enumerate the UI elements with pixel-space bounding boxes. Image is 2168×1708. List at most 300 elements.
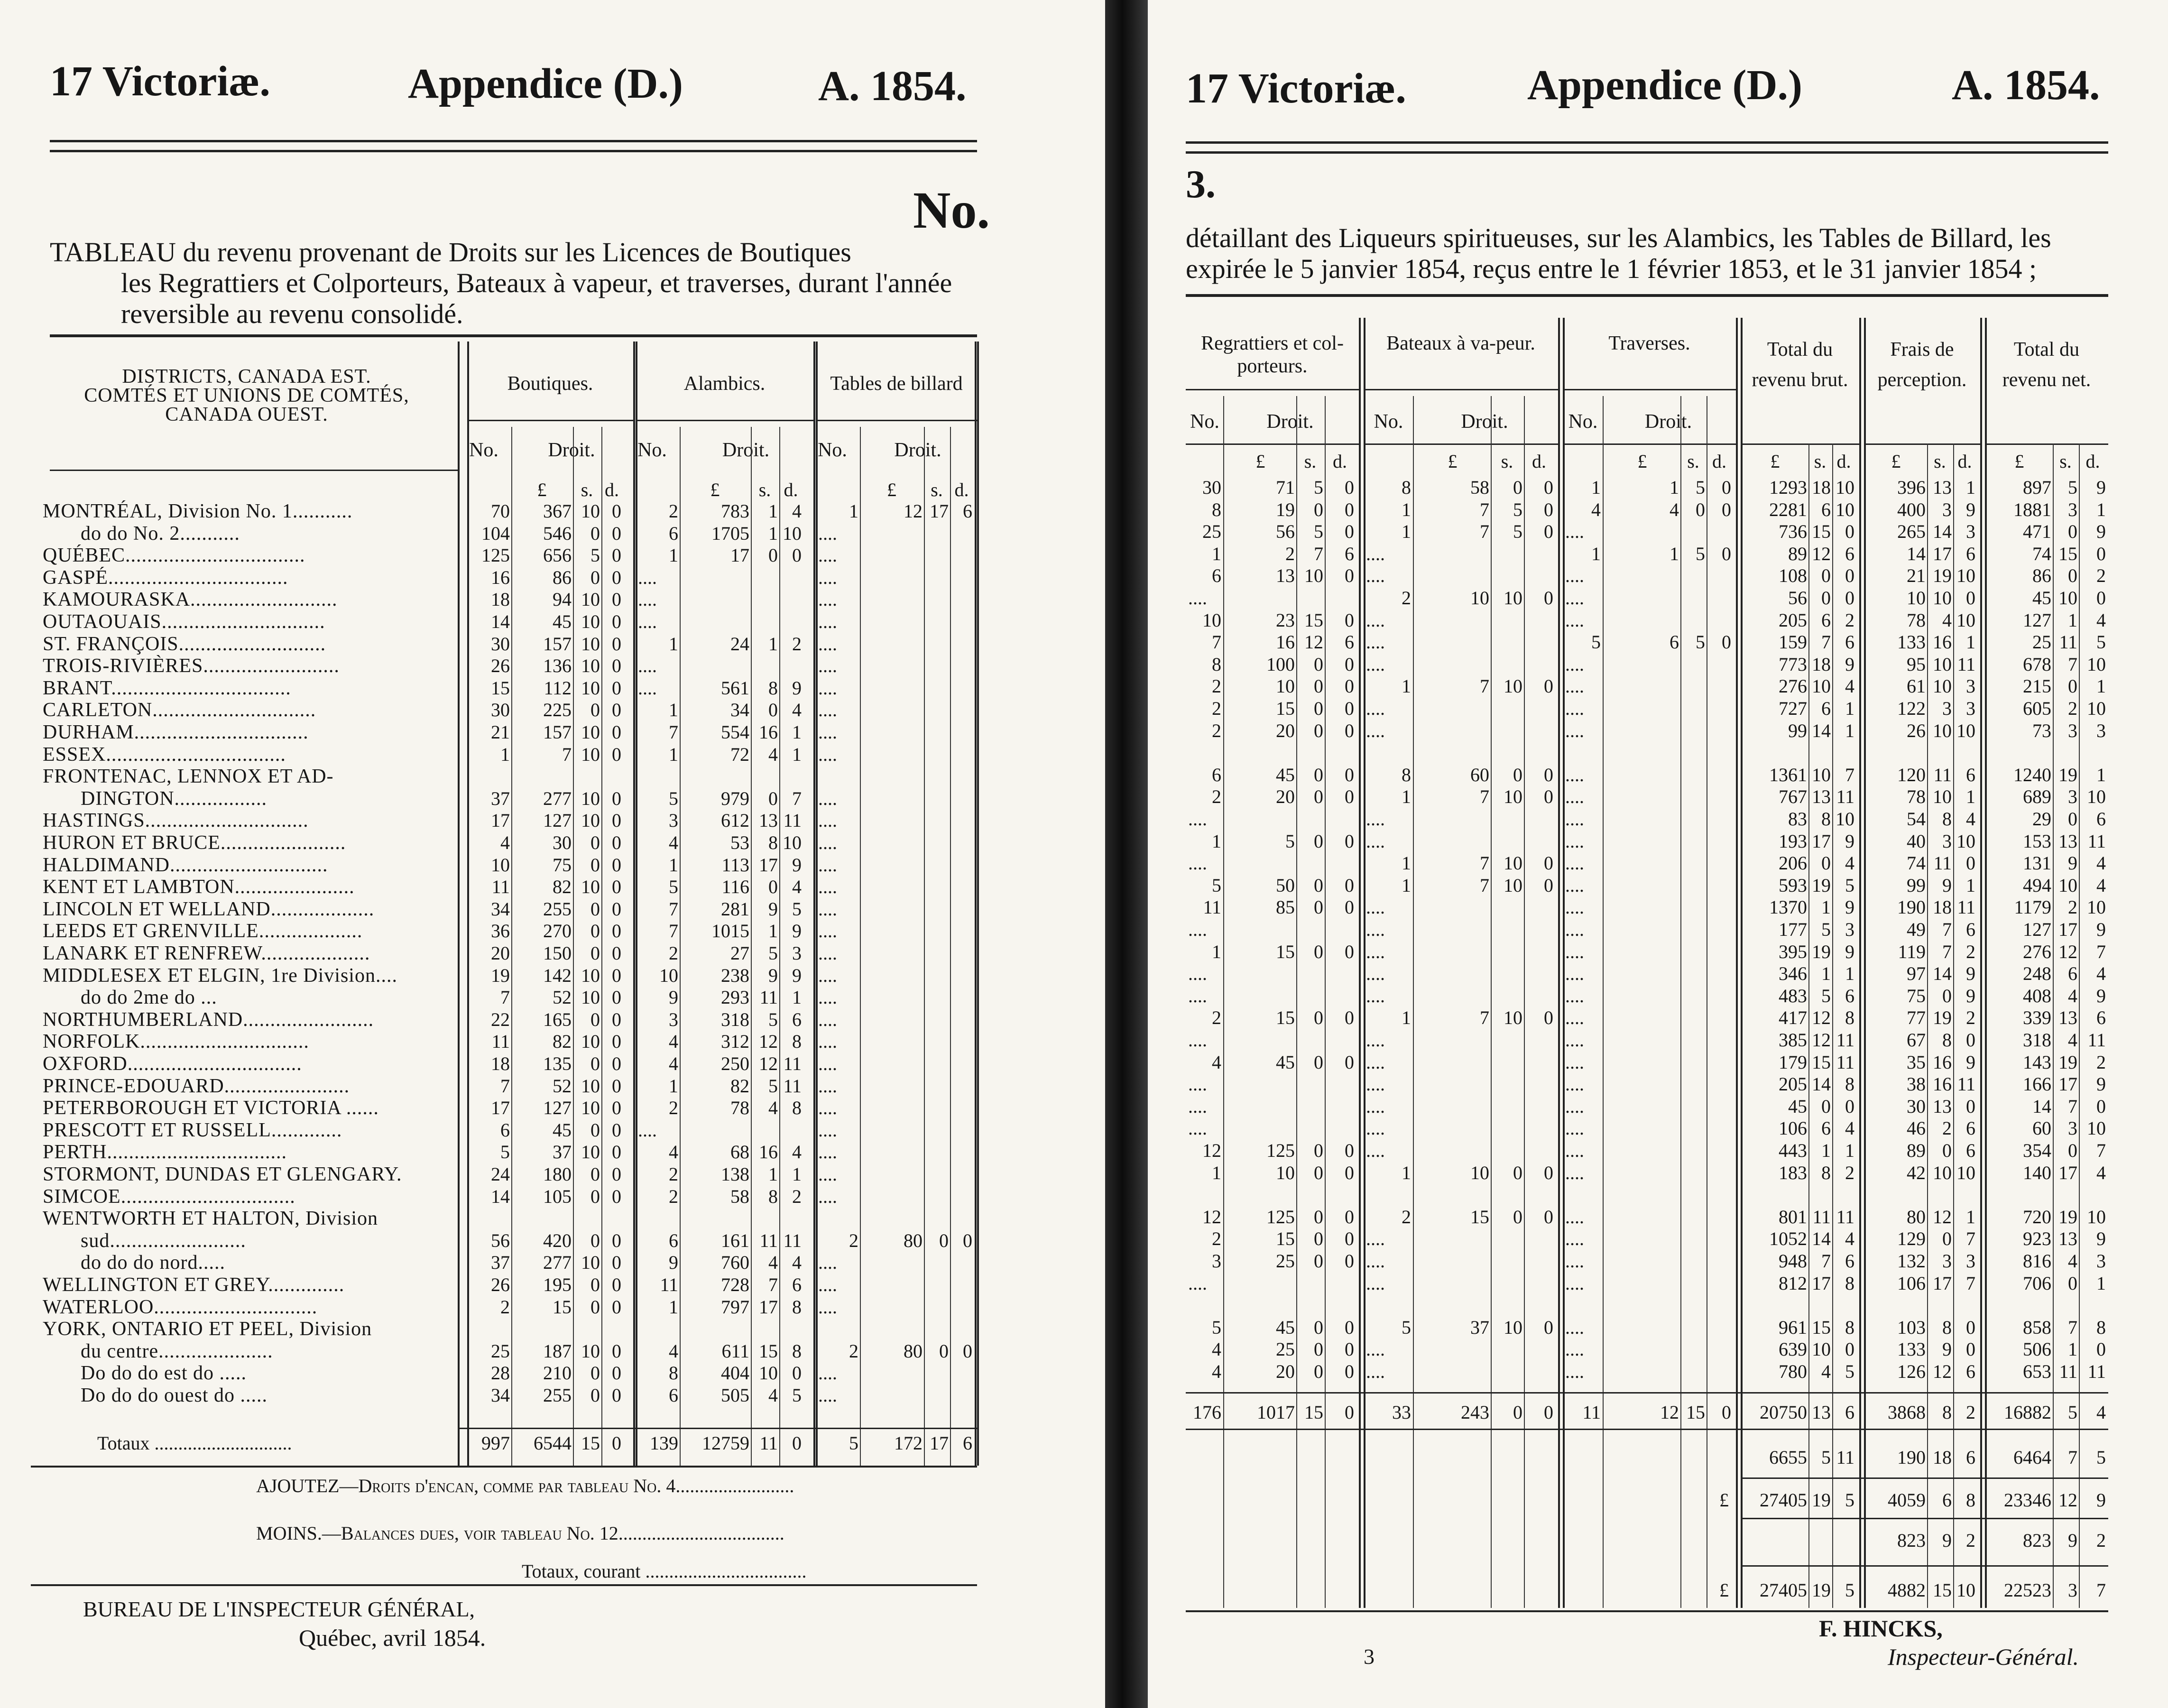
cell-a-0: 1 <box>669 854 678 876</box>
totals-cell-t-3: 6 <box>963 1432 972 1454</box>
cell-brut-2: 6 <box>1845 985 1854 1006</box>
cell-b-2: 10 <box>581 611 600 632</box>
district-name: LEEDS ET GRENVILLE................... <box>43 920 363 942</box>
cell-a-2: 8 <box>768 1185 778 1207</box>
currency-pence-2: d. <box>1712 451 1726 472</box>
group-rule-1 <box>636 420 813 421</box>
cell-r-0: .... <box>1188 1073 1207 1095</box>
cell-t-0: .... <box>818 633 837 655</box>
header-appendix: Appendice (D.) <box>408 60 683 107</box>
cell-r-2: 0 <box>1314 786 1323 808</box>
cell-net-2: 9 <box>2096 1228 2106 1250</box>
cell-t-0: 2 <box>849 1229 858 1251</box>
cell-net-0: 408 <box>2023 985 2051 1006</box>
col-divider-0 <box>458 342 460 1466</box>
district-name: DURHAM................................ <box>43 721 309 743</box>
cell-frais-2: 2 <box>1966 1007 1975 1029</box>
cell-a-1: 82 <box>730 1075 749 1097</box>
cell-frais-0: 396 <box>1897 477 1926 498</box>
cell-b-3: 0 <box>612 787 621 809</box>
cell-v-0: .... <box>1366 1339 1385 1360</box>
cell-tr-3: 0 <box>1722 499 1731 520</box>
cell-r-0: 8 <box>1212 653 1221 675</box>
cell-frais-2: 9 <box>1966 985 1975 1006</box>
cell-b-2: 10 <box>581 876 600 898</box>
cell-brut-2: 4 <box>1845 852 1854 874</box>
cell-r-3: 0 <box>1345 1140 1354 1161</box>
cell-r-0: 4 <box>1212 1361 1221 1382</box>
totals-cell-t-2: 17 <box>930 1432 949 1454</box>
cell-a-2: 0 <box>768 545 778 566</box>
cell-a-0: 4 <box>669 1340 678 1362</box>
cell-brut-0: 89 <box>1788 543 1807 564</box>
cell-v-0: 1 <box>1402 499 1411 520</box>
page-number: 3 <box>1364 1644 1375 1669</box>
currency-pence-2: d. <box>954 479 969 500</box>
cell-v-0: .... <box>1366 1073 1385 1095</box>
cell-net-0: 471 <box>2023 521 2051 543</box>
cell-frais-2: 3 <box>1966 698 1975 719</box>
cell-a-1: 78 <box>730 1097 749 1119</box>
header-appendix: Appendice (D.) <box>1527 62 1802 109</box>
cell-net-1: 9 <box>2068 852 2077 874</box>
cell-v-0: 1 <box>1402 874 1411 896</box>
cell-a-3: 8 <box>792 1097 802 1119</box>
cell-frais-1: 3 <box>1942 698 1952 719</box>
cell-net-2: 10 <box>2087 698 2106 719</box>
cell-a-0: 2 <box>669 500 678 522</box>
cell-net-0: 653 <box>2023 1361 2051 1382</box>
cell-t-2: 0 <box>939 1229 949 1251</box>
cell-net-0: 1881 <box>2013 499 2051 520</box>
cell-r-3: 0 <box>1345 698 1354 719</box>
cell-t-1: 80 <box>904 1229 923 1251</box>
cell-b-0: 7 <box>500 987 510 1008</box>
cell-brut-2: 11 <box>1836 1051 1854 1073</box>
cell-brut-2: 3 <box>1845 919 1854 940</box>
cell-net-1: 0 <box>2068 565 2077 587</box>
cell-brut-0: 205 <box>1779 1073 1807 1095</box>
cell-frais-0: 190 <box>1897 896 1926 918</box>
cell-b-1: 52 <box>553 987 572 1008</box>
cell-b-1: 180 <box>543 1163 572 1185</box>
district-name: STORMONT, DUNDAS ET GLENGARY. <box>43 1163 402 1185</box>
subcol-divider-1-2 <box>1524 396 1525 1608</box>
cell-tr-3: 0 <box>1722 477 1731 498</box>
cell-r-0: 10 <box>1202 609 1221 631</box>
cell-r-1: 50 <box>1276 874 1295 896</box>
district-name: PRESCOTT ET RUSSELL............. <box>43 1119 342 1141</box>
cell-net-1: 3 <box>2068 720 2077 741</box>
cell-r-3: 6 <box>1345 631 1354 653</box>
cell-net-2: 5 <box>2096 631 2106 653</box>
cell-t-0: .... <box>818 1163 837 1185</box>
cell-frais-1: 3 <box>1942 1250 1952 1272</box>
cell-t-0: 1 <box>849 500 858 522</box>
group-label-4: Frais de perception. <box>1877 339 1967 391</box>
cell-v-0: .... <box>1366 543 1385 564</box>
cell-b-0: 17 <box>491 810 510 831</box>
district-name: PERTH................................. <box>43 1141 287 1163</box>
cell-tr-2: 5 <box>1696 477 1705 498</box>
subtotal-cell-brut-0: 27405 <box>1760 1489 1807 1511</box>
cell-b-3: 0 <box>612 1097 621 1119</box>
cell-b-2: 5 <box>590 545 600 566</box>
header-year: A. 1854. <box>818 63 967 110</box>
cell-brut-2: 0 <box>1845 1095 1854 1117</box>
cell-a-3: 6 <box>792 1274 802 1295</box>
cell-b-0: 37 <box>491 1252 510 1274</box>
cell-tr-0: .... <box>1565 1117 1584 1139</box>
cell-brut-1: 14 <box>1812 720 1831 741</box>
cell-brut-1: 6 <box>1821 499 1831 520</box>
col-divider-0 <box>1359 318 1361 1608</box>
cell-r-3: 0 <box>1345 1206 1354 1228</box>
cell-b-3: 0 <box>612 589 621 610</box>
cell-net-2: 4 <box>2096 852 2106 874</box>
cell-v-3: 0 <box>1544 1206 1553 1228</box>
cell-frais-2: 10 <box>1956 720 1975 741</box>
cell-r-3: 0 <box>1345 1007 1354 1029</box>
cell-v-0: .... <box>1366 1228 1385 1250</box>
cell-r-0: 30 <box>1202 477 1221 498</box>
totals-label: Totaux ............................. <box>97 1432 292 1454</box>
district-name: HURON ET BRUCE....................... <box>43 832 346 854</box>
cell-frais-2: 0 <box>1966 587 1975 609</box>
totals-cell-tr-0: 11 <box>1582 1402 1601 1423</box>
cell-frais-2: 11 <box>1957 896 1975 918</box>
cell-frais-1: 0 <box>1942 1140 1952 1161</box>
cell-b-0: 70 <box>491 500 510 522</box>
cell-brut-1: 1 <box>1821 896 1831 918</box>
cell-b-2: 0 <box>590 854 600 876</box>
cell-a-2: 8 <box>768 677 778 699</box>
cell-a-3: 0 <box>792 545 802 566</box>
totals-cell-b-3: 0 <box>612 1432 621 1454</box>
cell-net-2: 9 <box>2096 1073 2106 1095</box>
cell-frais-1: 8 <box>1942 1316 1952 1338</box>
district-name: Do do do est do ..... <box>81 1362 247 1385</box>
money-rule-2 <box>1985 443 2108 445</box>
cell-brut-1: 6 <box>1821 1117 1831 1139</box>
col-divider-6 <box>975 342 977 1466</box>
cell-net-0: 60 <box>2032 1117 2051 1139</box>
cell-net-0: 858 <box>2023 1316 2051 1338</box>
sub-droit-1: Droit. <box>1461 411 1508 433</box>
table-number-label: No. <box>913 181 990 239</box>
cell-net-1: 15 <box>2058 543 2077 564</box>
footer-bureau: BUREAU DE L'INSPECTEUR GÉNÉRAL, <box>83 1597 475 1621</box>
cell-brut-0: 801 <box>1779 1206 1807 1228</box>
cell-v-2: 10 <box>1504 1316 1522 1338</box>
cell-tr-0: .... <box>1565 720 1584 741</box>
moins-cell-net-0: 823 <box>2023 1530 2051 1551</box>
cell-v-0: .... <box>1366 1361 1385 1382</box>
cell-frais-1: 10 <box>1933 587 1952 609</box>
cell-b-2: 10 <box>581 1252 600 1274</box>
cell-brut-0: 183 <box>1779 1162 1807 1183</box>
cell-t-3: 6 <box>963 500 972 522</box>
cell-b-0: 56 <box>491 1229 510 1251</box>
cell-brut-0: 1052 <box>1769 1228 1807 1250</box>
cell-frais-2: 1 <box>1966 874 1975 896</box>
cell-net-1: 11 <box>2059 1361 2077 1382</box>
cell-tr-2: 5 <box>1696 543 1705 564</box>
col-divider-7 <box>1864 318 1866 1608</box>
cell-r-2: 0 <box>1314 1140 1323 1161</box>
district-name: du centre..................... <box>81 1340 273 1362</box>
cell-a-2: 12 <box>759 1031 778 1052</box>
cell-brut-1: 5 <box>1821 919 1831 940</box>
cell-brut-1: 11 <box>1812 1206 1831 1228</box>
cell-tr-0: .... <box>1565 1228 1584 1250</box>
cell-brut-0: 639 <box>1779 1339 1807 1360</box>
cell-brut-0: 56 <box>1788 587 1807 609</box>
cell-r-0: 2 <box>1212 698 1221 719</box>
cell-b-2: 0 <box>590 898 600 920</box>
cell-brut-2: 8 <box>1845 1073 1854 1095</box>
cell-brut-2: 9 <box>1845 896 1854 918</box>
cell-net-2: 11 <box>2087 1361 2106 1382</box>
cell-brut-2: 6 <box>1845 543 1854 564</box>
final-cell-frais-2: 10 <box>1956 1579 1975 1601</box>
cell-a-3: 4 <box>792 1252 802 1274</box>
cell-b-2: 0 <box>590 1274 600 1295</box>
cell-r-0: 5 <box>1212 874 1221 896</box>
cell-net-2: 1 <box>2096 499 2106 520</box>
cell-v-1: 10 <box>1470 1162 1489 1183</box>
cell-a-3: 5 <box>792 1385 802 1406</box>
cell-v-0: .... <box>1366 963 1385 985</box>
cell-tr-0: .... <box>1565 963 1584 985</box>
cell-t-0: .... <box>818 1362 837 1384</box>
header-rule <box>1186 141 2108 154</box>
cell-net-1: 3 <box>2068 1117 2077 1139</box>
cell-frais-0: 80 <box>1907 1206 1926 1228</box>
title-line-1: TABLEAU du revenu provenant de Droits sur les Licences de Boutiques <box>50 237 851 268</box>
cell-frais-0: 75 <box>1907 985 1926 1006</box>
currency-pound-2: £ <box>887 479 896 500</box>
cell-v-0: 1 <box>1402 1162 1411 1183</box>
cell-v-2: 10 <box>1504 675 1522 697</box>
table-top-rule <box>1186 294 2108 297</box>
subhead-rule-0 <box>1186 443 1359 445</box>
cell-brut-2: 0 <box>1845 565 1854 587</box>
cell-brut-1: 7 <box>1821 1250 1831 1272</box>
cell-b-1: 225 <box>543 699 572 721</box>
col-divider-5 <box>1741 318 1743 1608</box>
cell-r-2: 0 <box>1314 896 1323 918</box>
cell-brut-0: 206 <box>1779 852 1807 874</box>
district-name: NORTHUMBERLAND........................ <box>43 1008 374 1031</box>
cell-net-1: 19 <box>2058 764 2077 785</box>
cell-b-3: 0 <box>612 500 621 522</box>
col-divider-3 <box>1563 318 1565 1608</box>
cell-v-1: 7 <box>1480 675 1489 697</box>
cell-b-3: 0 <box>612 1008 621 1030</box>
cell-v-0: .... <box>1366 941 1385 962</box>
cell-b-0: 104 <box>481 522 510 544</box>
final-cell-net-0: 22523 <box>2004 1579 2051 1601</box>
cell-net-0: 605 <box>2023 698 2051 719</box>
currency-pound-1: £ <box>710 479 720 500</box>
cell-r-2: 0 <box>1314 1206 1323 1228</box>
totals-cell-a-2: 11 <box>759 1432 778 1454</box>
cell-net-2: 7 <box>2096 1140 2106 1161</box>
col-divider-5 <box>816 342 818 1466</box>
cell-t-2: 17 <box>930 500 949 522</box>
cell-a-0: 2 <box>669 942 678 964</box>
cell-tr-0: .... <box>1565 874 1584 896</box>
cell-frais-0: 133 <box>1897 631 1926 653</box>
cell-v-0: .... <box>1366 1117 1385 1139</box>
cell-net-1: 7 <box>2068 1316 2077 1338</box>
cell-t-1: 80 <box>904 1340 923 1362</box>
cell-r-2: 0 <box>1314 1228 1323 1250</box>
cell-r-0: 2 <box>1212 1228 1221 1250</box>
ajoutez-cell-brut-0: 6655 <box>1769 1447 1807 1468</box>
cell-a-0: .... <box>638 611 657 632</box>
district-name: KAMOURASKA........................... <box>43 589 338 611</box>
cell-v-0: .... <box>1366 720 1385 741</box>
cell-net-0: 45 <box>2032 587 2051 609</box>
cell-brut-1: 19 <box>1812 941 1831 962</box>
cell-net-1: 17 <box>2058 919 2077 940</box>
cell-net-2: 4 <box>2096 874 2106 896</box>
cell-brut-0: 99 <box>1788 720 1807 741</box>
cell-v-2: 0 <box>1513 1162 1522 1183</box>
district-name: sud......................... <box>81 1229 246 1252</box>
col-divider-9 <box>1985 318 1987 1608</box>
totals-bottom-rule <box>1186 1429 2108 1430</box>
cell-frais-1: 19 <box>1933 1007 1952 1029</box>
col-divider-1 <box>467 342 469 1466</box>
cell-net-2: 8 <box>2096 1316 2106 1338</box>
cell-frais-1: 0 <box>1942 1228 1952 1250</box>
cell-r-0: 1 <box>1212 941 1221 962</box>
group-label-2: Tables de billard <box>830 373 963 395</box>
cell-r-3: 0 <box>1345 1228 1354 1250</box>
sub-no-1: No. <box>1374 411 1403 433</box>
cell-net-2: 1 <box>2096 1272 2106 1294</box>
cell-net-0: 140 <box>2023 1162 2051 1183</box>
cell-v-0: .... <box>1366 830 1385 852</box>
cell-frais-0: 120 <box>1897 764 1926 785</box>
cell-frais-0: 122 <box>1897 698 1926 719</box>
cell-r-0: .... <box>1188 1117 1207 1139</box>
cell-r-0: 11 <box>1203 896 1221 918</box>
cell-b-1: 112 <box>544 677 572 699</box>
cell-net-0: 720 <box>2023 1206 2051 1228</box>
cell-b-3: 0 <box>612 1141 621 1163</box>
cell-net-0: 689 <box>2023 786 2051 808</box>
cell-r-2: 0 <box>1314 941 1323 962</box>
cell-net-2: 3 <box>2096 720 2106 741</box>
cell-net-1: 10 <box>2058 587 2077 609</box>
cell-frais-0: 77 <box>1907 1007 1926 1029</box>
cell-frais-0: 89 <box>1907 1140 1926 1161</box>
cell-a-2: 0 <box>768 699 778 721</box>
cell-r-3: 0 <box>1345 675 1354 697</box>
cell-brut-1: 18 <box>1812 653 1831 675</box>
footer-rule <box>1186 1610 2108 1612</box>
cell-brut-1: 0 <box>1821 852 1831 874</box>
cell-b-2: 10 <box>581 721 600 743</box>
district-name: do do do nord..... <box>81 1252 225 1274</box>
cell-frais-0: 40 <box>1907 830 1926 852</box>
cell-a-1: 138 <box>721 1163 749 1185</box>
cell-net-1: 17 <box>2058 1162 2077 1183</box>
cell-brut-0: 179 <box>1779 1051 1807 1073</box>
cell-a-0: 6 <box>669 1229 678 1251</box>
cell-a-2: 1 <box>768 633 778 655</box>
cell-brut-2: 11 <box>1836 786 1854 808</box>
subtotal-rule <box>1741 1477 2108 1479</box>
cell-a-2: 1 <box>768 920 778 942</box>
cell-b-1: 420 <box>543 1229 572 1251</box>
district-name: Do do do ouest do ..... <box>81 1385 268 1406</box>
cell-tr-0: .... <box>1565 698 1584 719</box>
cell-v-1: 7 <box>1480 786 1489 808</box>
cell-frais-1: 16 <box>1933 1051 1952 1073</box>
cell-brut-0: 108 <box>1779 565 1807 587</box>
cell-brut-2: 4 <box>1845 675 1854 697</box>
cell-net-1: 6 <box>2068 963 2077 985</box>
cell-b-2: 0 <box>590 832 600 853</box>
cell-b-3: 0 <box>612 810 621 831</box>
sub-droit-2: Droit. <box>894 439 941 461</box>
cell-a-2: 4 <box>768 1097 778 1119</box>
cell-brut-2: 6 <box>1845 1250 1854 1272</box>
subtotal-cell-frais-2: 8 <box>1966 1489 1975 1511</box>
cell-frais-0: 265 <box>1897 521 1926 543</box>
cell-r-2: 0 <box>1314 874 1323 896</box>
district-name: do do No. 2........... <box>81 522 240 545</box>
cell-a-0: 1 <box>669 699 678 721</box>
cell-frais-2: 7 <box>1966 1272 1975 1294</box>
cell-a-3: 4 <box>792 500 802 522</box>
cell-a-3: 11 <box>783 810 802 831</box>
cell-b-2: 0 <box>590 1385 600 1406</box>
cell-a-0: .... <box>638 1119 657 1141</box>
cell-b-0: 24 <box>491 1163 510 1185</box>
cell-b-0: 17 <box>491 1097 510 1119</box>
cell-a-2: 4 <box>768 1385 778 1406</box>
cell-a-3: 9 <box>792 964 802 986</box>
cell-b-2: 0 <box>590 1119 600 1141</box>
currency-pence-5: d. <box>2085 451 2100 472</box>
cell-tr-0: .... <box>1565 764 1584 785</box>
cell-b-0: 21 <box>491 721 510 743</box>
cell-tr-0: .... <box>1565 1007 1584 1029</box>
cell-a-0: 4 <box>669 1031 678 1052</box>
cell-t-0: .... <box>818 1031 837 1052</box>
cell-v-3: 0 <box>1544 675 1553 697</box>
cell-brut-1: 8 <box>1821 808 1831 830</box>
col-divider-4 <box>813 342 815 1466</box>
subcol-divider-2-0 <box>860 427 861 1466</box>
cell-r-2: 0 <box>1314 653 1323 675</box>
cell-brut-1: 12 <box>1812 1007 1831 1029</box>
cell-net-0: 215 <box>2023 675 2051 697</box>
cell-b-0: 11 <box>491 876 510 898</box>
district-name: DINGTON................. <box>81 787 268 810</box>
totals-cell-tr-2: 15 <box>1686 1402 1705 1423</box>
cell-b-3: 0 <box>612 699 621 721</box>
cell-frais-1: 0 <box>1942 985 1952 1006</box>
cell-b-3: 0 <box>612 876 621 898</box>
district-name: WELLINGTON ET GREY.............. <box>43 1274 345 1296</box>
